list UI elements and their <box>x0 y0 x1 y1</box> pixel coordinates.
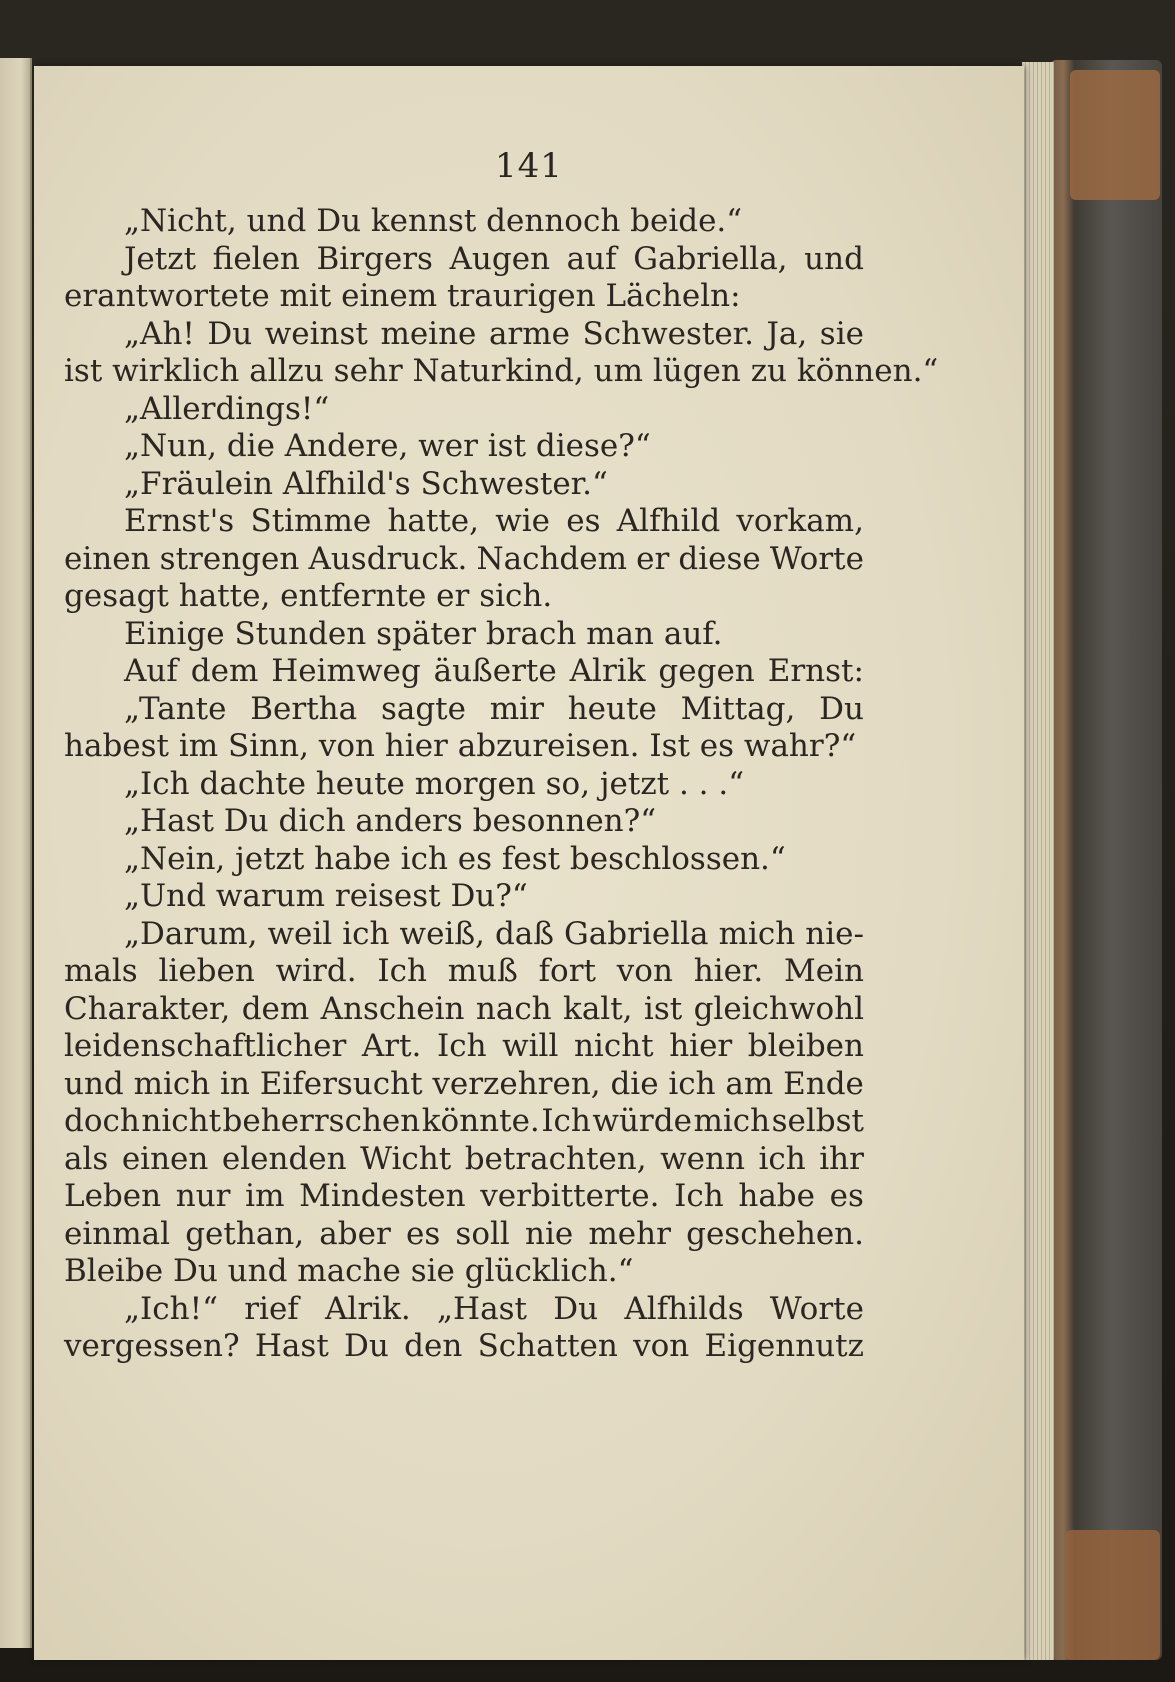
text-line: „Nein, jetzt habe ich es fest beschlossen.“ <box>124 840 786 877</box>
text-line: einen strengen Ausdruck. Nachdem er diese Worte <box>64 540 864 577</box>
text-line: „Und warum reisest Du?“ <box>124 878 528 914</box>
text-line: Einige Stunden später brach man auf. <box>124 615 723 652</box>
text-line: „Fräulein Alfhild's Schwester.“ <box>124 465 608 502</box>
text-line: Leben nur im Mindesten verbitterte. Ich habe es <box>64 1178 864 1214</box>
text-line: vergessen? Hast Du den Schatten von Eigennutz <box>64 1328 864 1364</box>
leather-corner-top <box>1070 70 1160 200</box>
text-line: leidenschaftlicher Art. Ich will nicht hier bleiben <box>64 1028 864 1064</box>
text-line: Jetzt fielen Birgers Augen auf Gabriella, und <box>124 240 864 277</box>
text-line: mals lieben wird. Ich muß fort von hier. Mein <box>64 953 864 989</box>
page-number: 141 <box>495 146 563 186</box>
text-line: Auf dem Heimweg äußerte Alrik gegen Ernst: <box>124 653 864 689</box>
text-line: doch nicht beherrschen könnte. Ich würde mich selbst <box>64 1103 864 1139</box>
text-line: „Allerdings!“ <box>124 390 330 427</box>
body-text <box>64 203 939 1366</box>
text-line: „Ah! Du weinst meine arme Schwester. Ja, sie <box>124 315 864 352</box>
text-line: gesagt hatte, entfernte er sich. <box>64 578 553 614</box>
text-line: „Hast Du dich anders besonnen?“ <box>124 803 657 839</box>
text-line: „Nun, die Andere, wer ist diese?“ <box>124 428 651 464</box>
text-line: erantwortete mit einem traurigen Lächeln: <box>64 278 741 314</box>
text-line: als einen elenden Wicht betrachten, wenn ich ihr <box>64 1140 864 1177</box>
page-stack-edge <box>1022 62 1054 1660</box>
text-line: „Ich dachte heute morgen so, jetzt . . .“ <box>124 765 745 802</box>
text-line: und mich in Eifersucht verzehren, die ich am Ende <box>64 1065 864 1102</box>
previous-page-edge <box>0 58 32 1648</box>
text-line: einmal gethan, aber es soll nie mehr geschehen. <box>64 1215 864 1252</box>
text-line: Ernst's Stimme hatte, wie es Alfhild vorkam, <box>124 503 864 539</box>
text-line: „Nicht, und Du kennst dennoch beide.“ <box>124 203 743 239</box>
leather-corner-bottom <box>1065 1530 1160 1660</box>
book-page <box>34 66 1024 1660</box>
book-cover-edge <box>1050 60 1162 1660</box>
text-line: ist wirklich allzu sehr Naturkind, um lügen zu können.“ <box>64 353 939 389</box>
text-line: habest im Sinn, von hier abzureisen. Ist es wahr?“ <box>64 728 857 764</box>
text-line: Bleibe Du und mache sie glücklich.“ <box>64 1253 634 1289</box>
text-line: „Tante Bertha sagte mir heute Mittag, Du <box>124 690 864 727</box>
text-line: Charakter, dem Anschein nach kalt, ist gleichwohl <box>64 990 864 1027</box>
text-line: „Ich!“ rief Alrik. „Hast Du Alfhilds Worte <box>124 1290 864 1327</box>
text-line: „Darum, weil ich weiß, daß Gabriella mich nie- <box>124 915 864 952</box>
